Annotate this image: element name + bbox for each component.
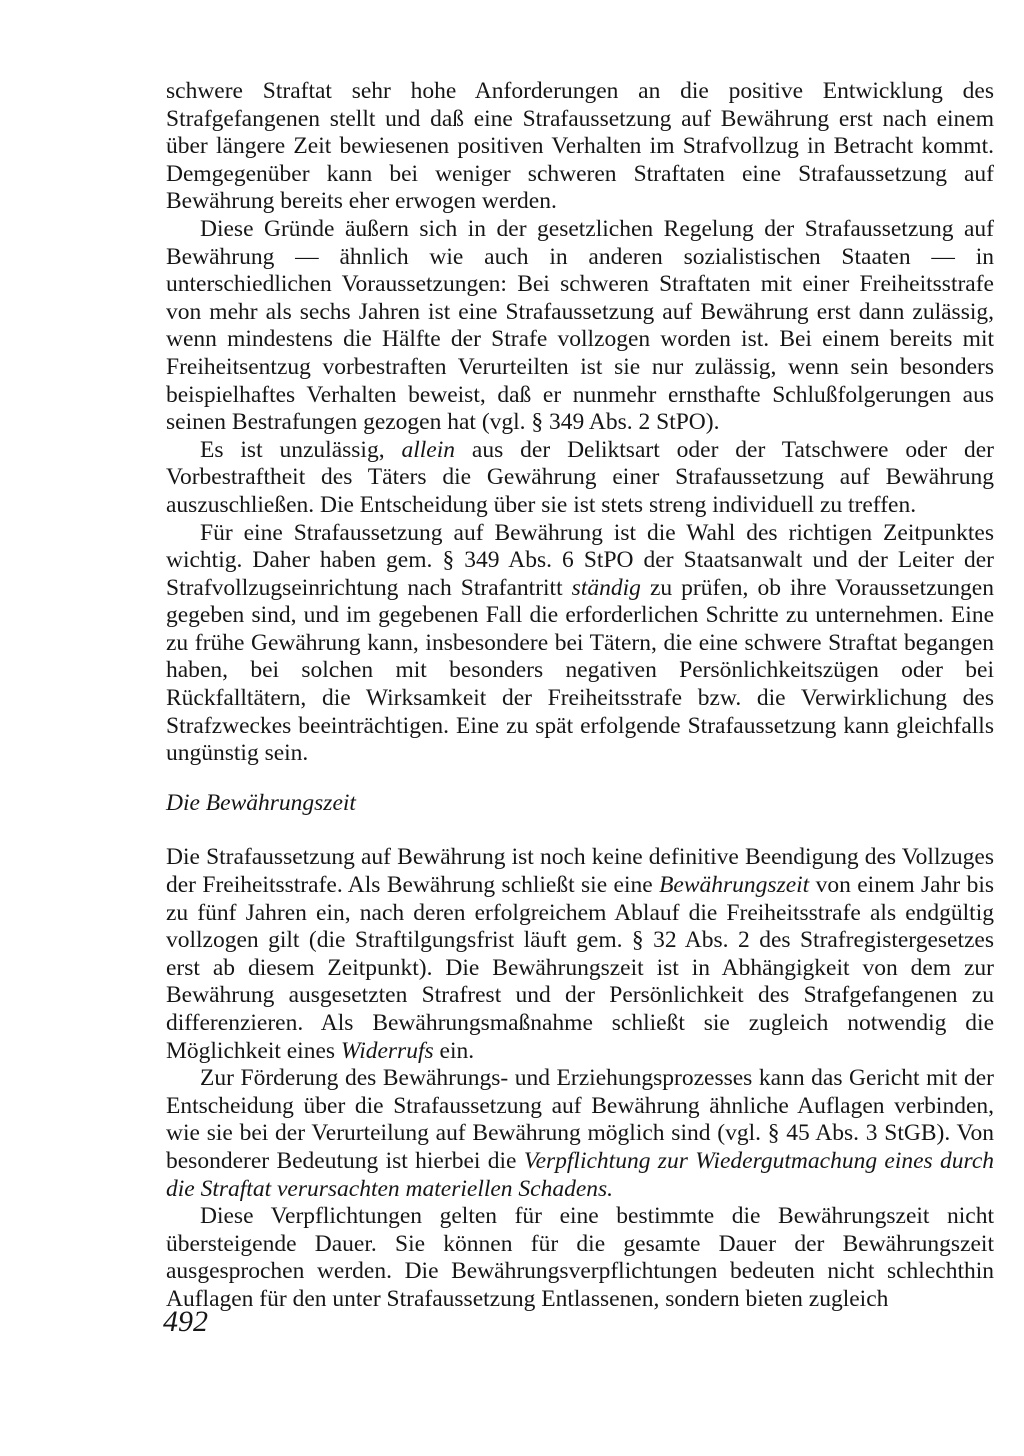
paragraph-3 (166, 437, 994, 520)
paragraph-7: Diese Verpflichtungen gelten für eine bestimmte die Bewährungszeit nicht übersteigende Dauer. Sie können für die gesamte Dauer der Bewährungszeit ausgesprochen werden. Die Bewährungsverpflichtungen bedeuten nicht schlechthin Auflagen für den unter Strafaussetzung Entlassenen, sondern bieten zugleich (166, 1203, 994, 1312)
paragraph-5-emphasis-2: Widerrufs (340, 1037, 434, 1064)
paragraph-4-text-a: Für eine Strafaussetzung auf Bewährung ist die Wahl des richtigen Zeitpunktes wichtig. Daher haben gem. § 349 Abs. 6 StPO der Staatsanwalt und der Leiter der Strafvollzugseinrichtung nach Strafantritt (166, 519, 994, 601)
paragraph-5-emphasis-1: Bewährungszeit (659, 872, 810, 899)
paragraph-3-emphasis: allein (401, 436, 456, 463)
paragraph-5-text-c: von einem Jahr bis zu fünf Jahren ein, nach deren erfolgreichem Ablauf die Freiheitsstrafe als endgültig vollzogen gilt (die Straftilgungsfrist läuft gem. § 32 Abs. 2 des Strafregistergesetzes erst ab diesem Zeitpunkt). Die Bewährungszeit ist in Abhängigkeit von dem zur Bewährung ausgesetzten Strafrest und der Persönlichkeit des Strafgefangenen zu differenzieren. Als Bewährungsmaßnahme schließt sie zugleich notwendig die Möglichkeit eines (166, 872, 995, 1064)
paragraph-5-text-a: Die Strafaussetzung auf Bewährung ist noch keine definitive Beendigung des Vollzuges der Freiheitsstrafe. Als Bewährung schließt sie eine (166, 844, 994, 899)
page-number: 492 (163, 1305, 208, 1338)
paragraph-4 (166, 520, 994, 768)
paragraph-4-text-c: zu prüfen, ob ihre Voraussetzungen gegeben sind, und im gegebenen Fall die erforderlichen Schritte zu unternehmen. Eine zu frühe Gewährung kann, insbesondere bei Tätern, die eine schwere Straftat begangen haben, bei solchen mit besonders negativen Persönlichkeitszügen oder bei Rückfalltätern, die Wirksamkeit der Freiheitsstrafe bzw. die Verwirklichung des Strafzweckes beeinträchtigen. Eine zu spät erfolgende Strafaussetzung kann gleichfalls ungünstig sein. (166, 574, 994, 767)
paragraph-5-text-e: ein. (433, 1037, 475, 1064)
paragraph-1: schwere Straftat sehr hohe Anforderungen an die positive Entwicklung des Strafgefangenen stellt und daß eine Strafaussetzung auf Bewährung erst nach einem über längere Zeit bewiesenen positiven Verhalten im Strafvollzug in Betracht kommt. Demgegenüber kann bei weniger schweren Straftaten eine Strafaussetzung auf Bewährung bereits eher erwogen werden. (166, 78, 994, 215)
text-block-lower (166, 844, 994, 1313)
paragraph-6-text-a: Zur Förderung des Bewährungs- und Erziehungsprozesses kann das Gericht mit der Entscheidung über die Strafaussetzung auf Bewährung ähnliche Auflagen verbinden, wie sie bei der Verurteilung auf Bewährung möglich sind (vgl. § 45 Abs. 3 StGB). Von besonderer Bedeutung ist hierbei die (166, 1065, 994, 1174)
paragraph-3-text-a: Es ist unzulässig, (200, 436, 402, 463)
paragraph-6 (166, 1065, 994, 1203)
page-body (166, 78, 994, 1314)
paragraph-2: Diese Gründe äußern sich in der gesetzlichen Regelung der Strafaussetzung auf Bewährung — ähnlich wie auch in anderen sozialistischen Staaten — in unterschiedlichen Voraussetzungen: Bei schweren Straftaten mit einer Freiheitsstrafe von mehr als sechs Jahren ist eine Strafaussetzung auf Bewährung erst dann zulässig, wenn mindestens die Hälfte der Strafe vollzogen worden ist. Bei einem bereits mit Freiheitsentzug vorbestraften Verurteilten ist sie nur zulässig, wenn sein besonders beispielhaftes Verhalten beweist, daß er nunmehr ernsthafte Schlußfolgerungen aus seinen Bestrafungen gezogen hat (vgl. § 349 Abs. 2 StPO). (166, 215, 994, 436)
paragraph-4-emphasis: ständig (571, 574, 641, 601)
paragraph-3-text-c: aus der Deliktsart oder der Tatschwere oder der Vorbestraftheit des Täters die Gewährung einer Strafaussetzung auf Bewährung auszuschließen. Die Entscheidung über sie ist stets streng individuell zu treffen. (166, 436, 994, 518)
paragraph-5 (166, 844, 994, 1065)
text-block-upper (166, 78, 994, 768)
paragraph-6-emphasis: Verpflichtung zur Wiedergutmachung eines durch die Straftat verursachten materiellen Schadens. (166, 1147, 995, 1202)
section-heading: Die Bewährungszeit (166, 789, 356, 816)
